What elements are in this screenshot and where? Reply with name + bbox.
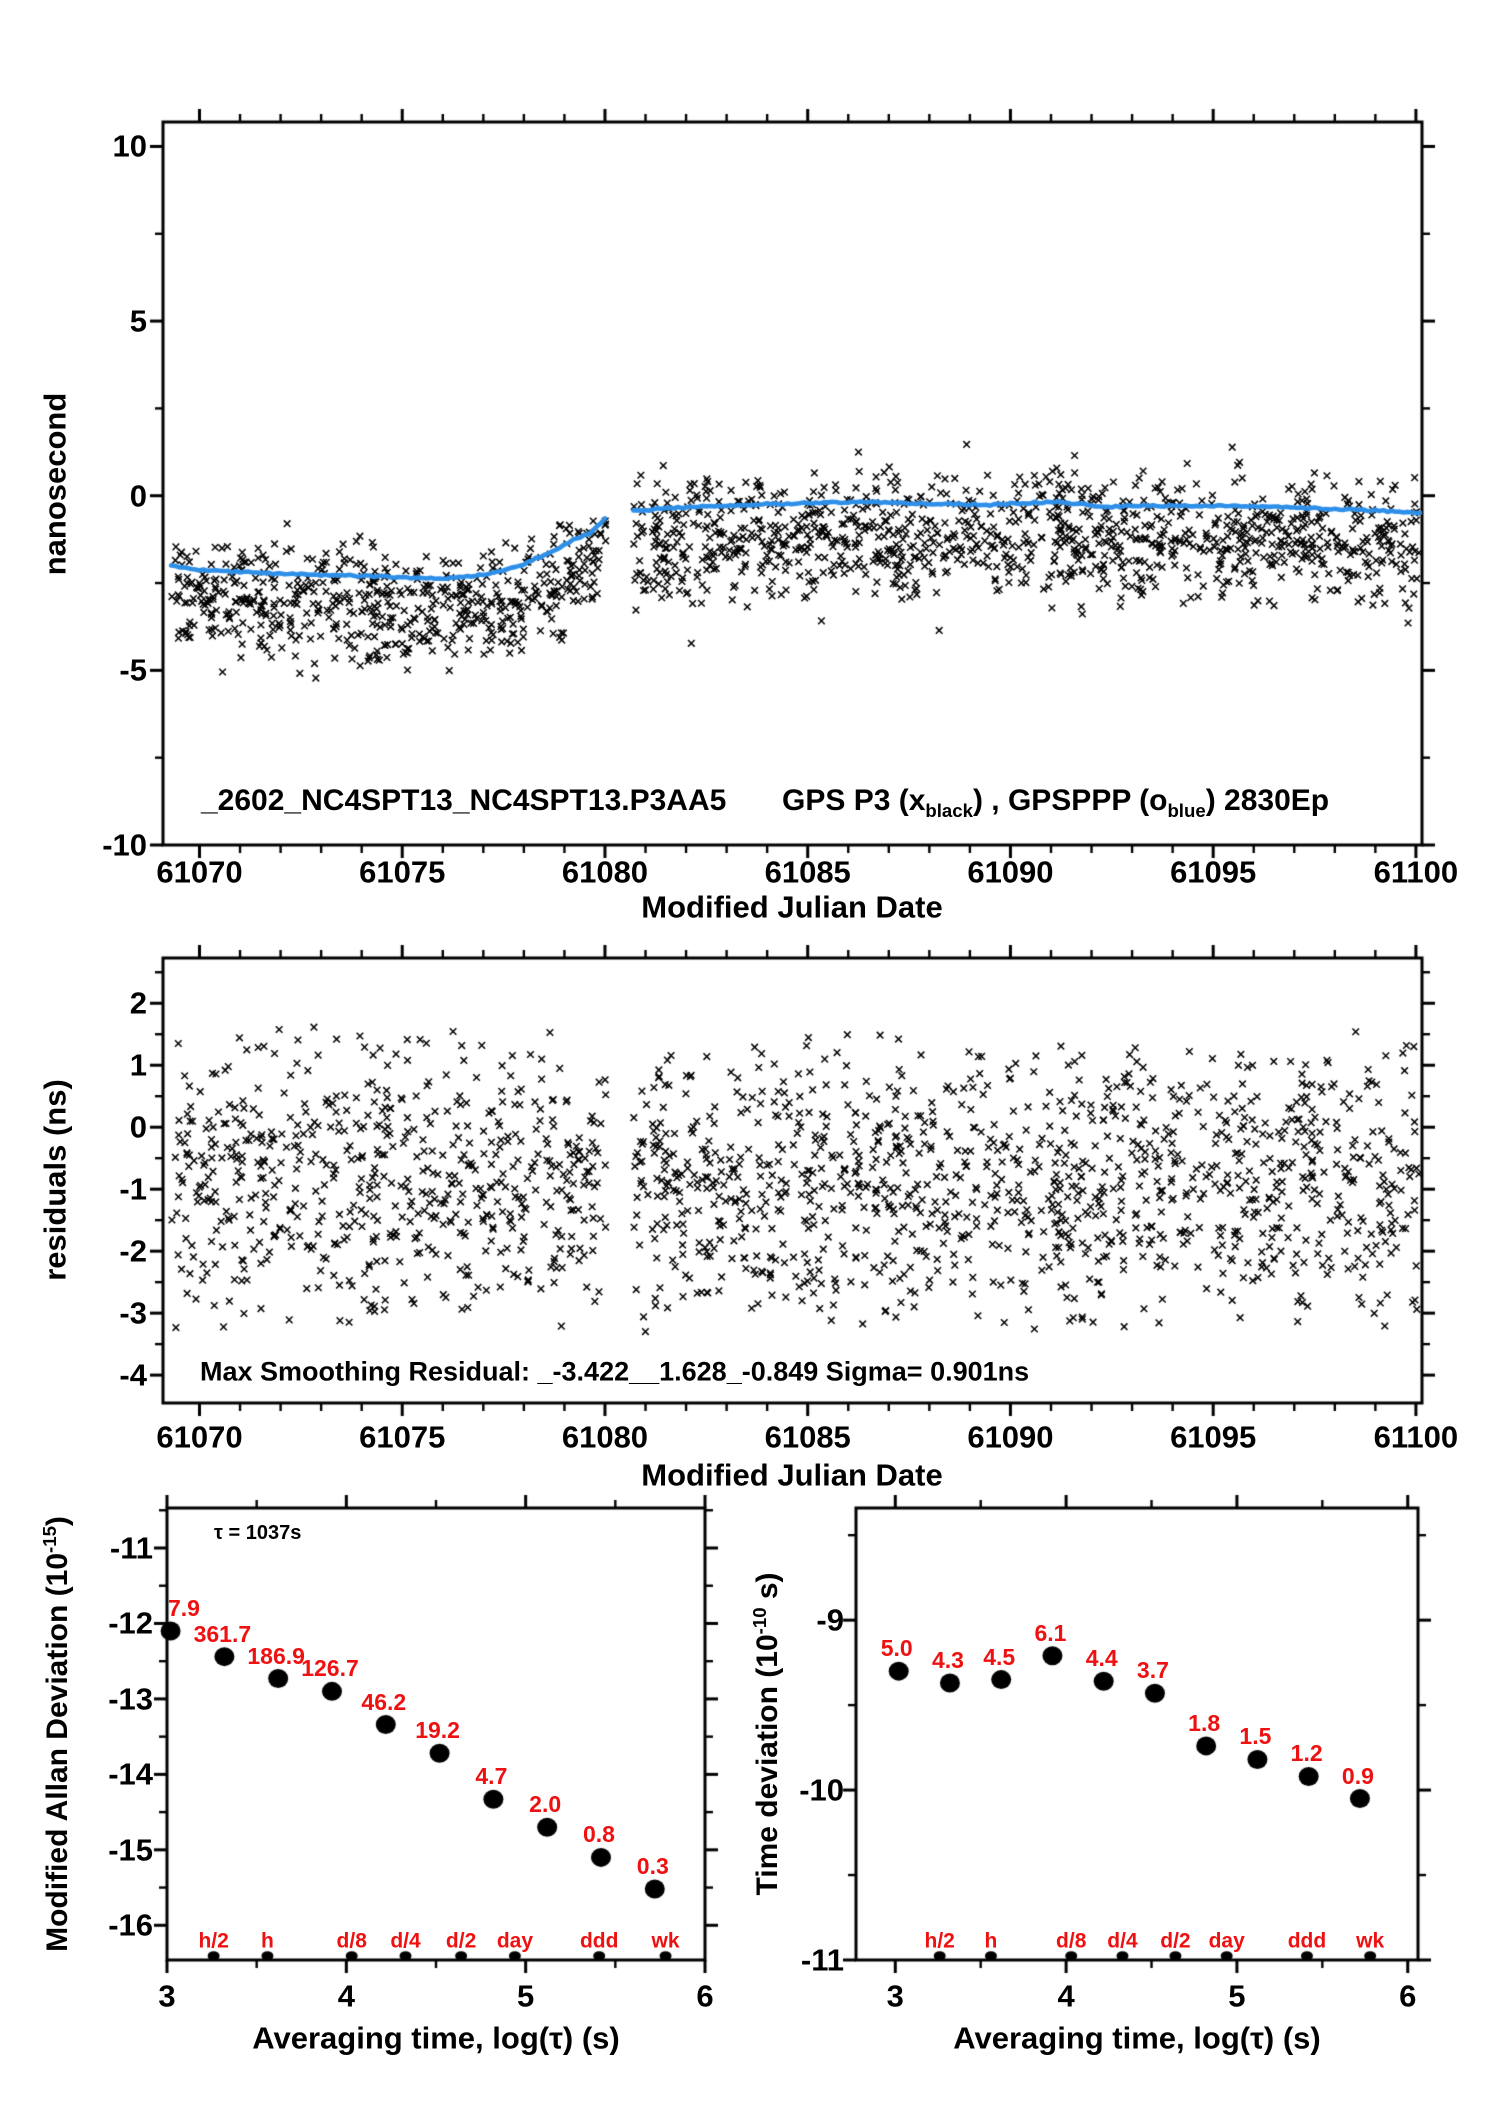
tdev-value-label: 1.5 — [1239, 1723, 1272, 1750]
panel2-y-tick-label: -3 — [119, 1295, 147, 1331]
tdev-time-marker-label: h — [984, 1929, 998, 1953]
panel1-title: _2602_NC4SPT13_NC4SPT13.P3AA5 — [201, 784, 727, 817]
mdev-time-marker-label: d/8 — [336, 1929, 367, 1953]
mdev-value-label: 19.2 — [415, 1717, 460, 1744]
panel4-y-tick-label: -11 — [800, 1942, 844, 1978]
text-segment: ) — [41, 1516, 74, 1527]
panel4-x-tick-label: 3 — [886, 1978, 904, 2014]
panel3-y-axis-title — [39, 1516, 74, 1952]
subscript-text: black — [925, 800, 973, 821]
tdev-value-label: 1.2 — [1290, 1740, 1323, 1767]
mdev-value-label: 2.0 — [529, 1791, 562, 1818]
panel1-y-tick-label: -10 — [102, 827, 147, 863]
tdev-value-label: 5.0 — [880, 1635, 913, 1662]
mdev-value-label: 0.3 — [636, 1853, 669, 1880]
panel1-x-axis-title: Modified Julian Date — [641, 889, 943, 925]
panel4-x-axis-title: Averaging time, log(τ) (s) — [953, 2020, 1321, 2056]
panel1-y-tick-label: -5 — [119, 652, 147, 688]
tdev-time-marker-label: day — [1208, 1929, 1245, 1953]
panel1-legend — [782, 784, 1330, 821]
mdev-value-label: 361.7 — [193, 1620, 252, 1647]
tdev-value-label: 1.8 — [1188, 1709, 1221, 1736]
panel2-y-tick-label: -4 — [119, 1357, 147, 1393]
panel1-x-tick-label: 61095 — [1170, 854, 1257, 890]
mdev-time-marker-label: d/2 — [445, 1929, 477, 1953]
panel2-x-tick-label: 61070 — [156, 1419, 243, 1455]
tdev-value-label: 3.7 — [1136, 1657, 1169, 1684]
panel2-y-tick-label: 0 — [129, 1109, 147, 1145]
subscript-text: blue — [1167, 800, 1206, 821]
panel4-x-tick-label: 6 — [1399, 1978, 1417, 2014]
panel2-x-tick-label: 61075 — [359, 1419, 446, 1455]
panel1-y-tick-label: 10 — [112, 128, 147, 164]
superscript-text: -10 — [749, 1607, 770, 1635]
panel4-y-axis-title — [749, 1572, 784, 1896]
panel1-x-tick-label: 61075 — [359, 854, 446, 890]
text-segment: Time deviation (10 — [751, 1634, 784, 1896]
tdev-value-label: 4.4 — [1085, 1645, 1118, 1672]
panel4-x-tick-label: 4 — [1057, 1978, 1075, 2014]
superscript-text: -15 — [39, 1526, 60, 1553]
panel1-x-tick-label: 61070 — [156, 854, 243, 890]
panel3-y-tick-label: -12 — [108, 1605, 153, 1641]
panel2-x-tick-label: 61095 — [1170, 1419, 1257, 1455]
tdev-time-marker-label: d/8 — [1056, 1929, 1087, 1953]
panel1-x-tick-label: 61090 — [967, 854, 1054, 890]
text-segment: ) 2830Ep — [1205, 784, 1330, 817]
panel2-x-tick-label: 61100 — [1373, 1419, 1459, 1455]
mdev-value-label: 46.2 — [361, 1688, 407, 1715]
panel2-y-tick-label: 1 — [129, 1047, 147, 1083]
panel3-y-tick-label: -16 — [108, 1907, 153, 1943]
panel1-x-tick-label: 61100 — [1373, 854, 1459, 890]
panel2-y-tick-label: -1 — [119, 1171, 147, 1207]
text-segment: ) , GPSPPP (o — [972, 784, 1168, 817]
mdev-time-marker-label: h — [261, 1929, 274, 1953]
mdev-value-label: 126.7 — [301, 1655, 359, 1682]
panel1-x-tick-label: 61085 — [764, 854, 851, 890]
text-segment: GPS P3 (x — [782, 784, 926, 817]
mdev-time-marker-label: day — [496, 1929, 533, 1953]
panel3-y-tick-label: -14 — [108, 1756, 153, 1792]
panel2-y-tick-label: 2 — [129, 985, 147, 1021]
mdev-time-marker-label: h/2 — [198, 1929, 229, 1953]
panel2-x-tick-label: 61080 — [561, 1419, 649, 1455]
panel1-x-tick-label: 61080 — [561, 854, 649, 890]
tdev-time-marker-label: ddd — [1287, 1929, 1327, 1953]
panel1-y-axis-title: nanosecond — [37, 392, 73, 576]
tdev-value-label: 4.3 — [931, 1647, 964, 1674]
panel2-annotation: Max Smoothing Residual: _-3.422__1.628_-0.849 Sigma= 0.901ns — [200, 1356, 1030, 1387]
panel2-x-tick-label: 61090 — [967, 1419, 1054, 1455]
mdev-value-label: 0.8 — [582, 1821, 615, 1848]
panel1-y-tick-label: 5 — [129, 303, 147, 339]
panel2-y-axis-title: residuals (ns) — [37, 1079, 73, 1281]
tdev-time-marker-label: d/2 — [1160, 1929, 1191, 1953]
panel2-y-tick-label: -2 — [119, 1233, 147, 1269]
panel3-x-tick-label: 6 — [696, 1978, 714, 2014]
panel4-y-tick-label: -9 — [816, 1602, 844, 1638]
tdev-time-marker-label: d/4 — [1107, 1929, 1138, 1953]
panel4-x-tick-label: 5 — [1228, 1978, 1246, 2014]
panel3-y-tick-label: -13 — [108, 1681, 153, 1717]
panel3-y-tick-label: -11 — [109, 1530, 153, 1566]
tdev-value-label: 4.5 — [983, 1643, 1016, 1670]
tdev-value-label: 6.1 — [1034, 1619, 1067, 1646]
panel3-x-tick-label: 5 — [517, 1978, 535, 2014]
mdev-value-label: 186.9 — [247, 1642, 305, 1669]
panel3-y-tick-label: -15 — [108, 1832, 153, 1868]
tdev-time-marker-label: wk — [1356, 1929, 1385, 1953]
tdev-time-marker-label: h/2 — [924, 1929, 955, 1953]
panel3-x-tick-label: 4 — [337, 1978, 355, 2014]
text-segment: Modified Allan Deviation (10 — [41, 1552, 74, 1952]
tdev-value-label: 0.9 — [1341, 1762, 1374, 1789]
mdev-value-label: 7.9 — [168, 1594, 200, 1621]
panel2-x-axis-title: Modified Julian Date — [641, 1457, 943, 1493]
panel2-x-tick-label: 61085 — [764, 1419, 851, 1455]
panel3-tau-note: τ = 1037s — [214, 1522, 302, 1544]
text-segment: s) — [751, 1572, 784, 1608]
panel1-y-tick-label: 0 — [129, 478, 147, 514]
mdev-time-marker-label: d/4 — [390, 1929, 421, 1953]
mdev-time-marker-label: ddd — [579, 1929, 619, 1953]
panel4-y-tick-label: -10 — [799, 1772, 844, 1808]
mdev-value-label: 4.7 — [475, 1763, 508, 1790]
panel3-x-axis-title: Averaging time, log(τ) (s) — [252, 2020, 620, 2056]
mdev-time-marker-label: wk — [651, 1929, 680, 1953]
panel3-x-tick-label: 3 — [158, 1978, 176, 2014]
